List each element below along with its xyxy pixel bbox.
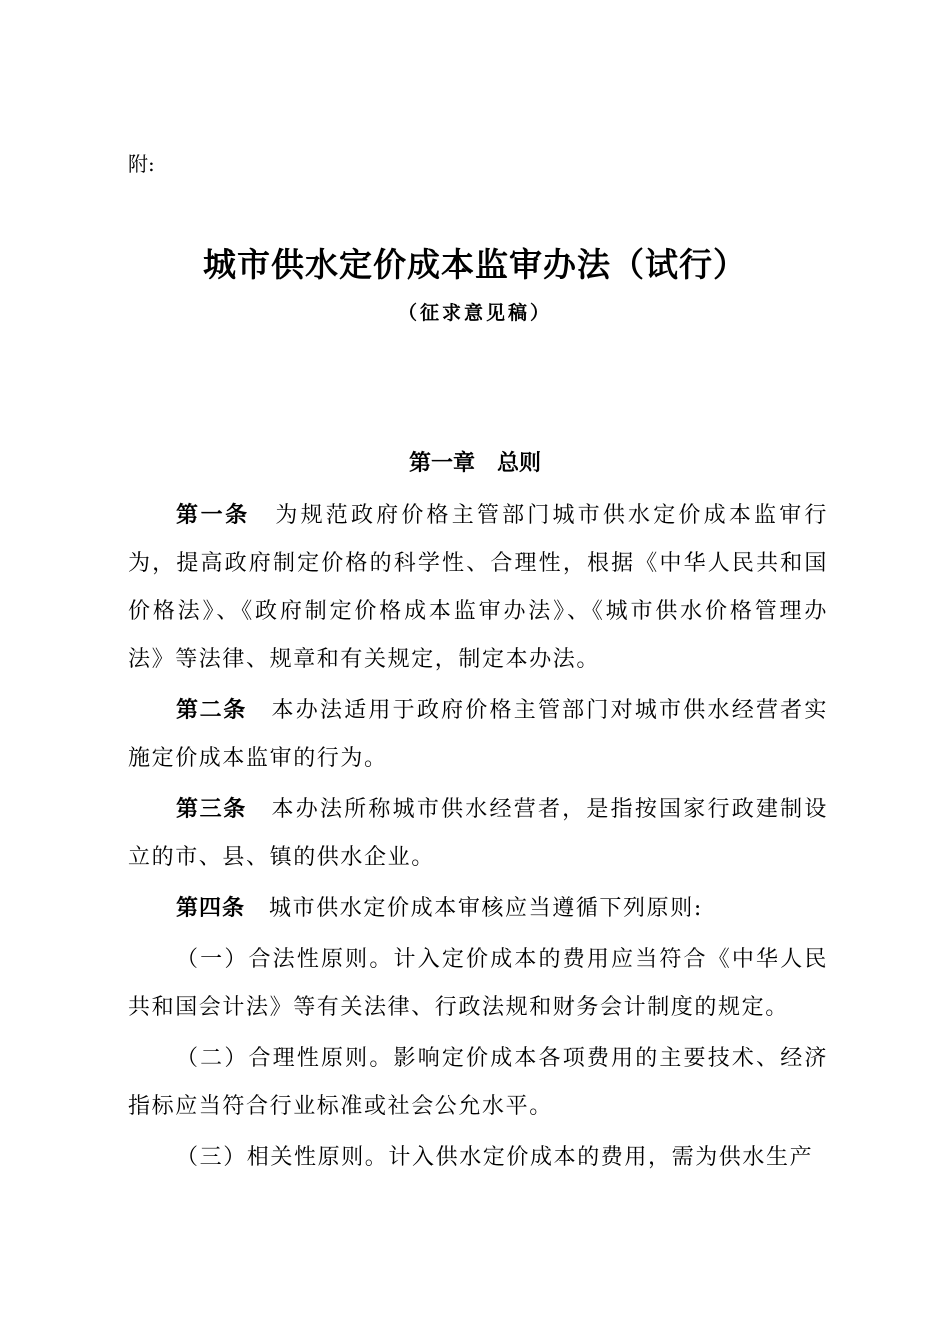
article-text: 本办法所称城市供水经营者，是指按国家行政建制设立的市、县、镇的供水企业。 bbox=[128, 797, 828, 870]
principle-1: （一）合法性原则。计入定价成本的费用应当符合《中华人民共和国会计法》等有关法律、行政法规和财务会计制度的规定。 bbox=[128, 947, 828, 1020]
article-number: 第一条 bbox=[176, 503, 250, 528]
article-2 bbox=[128, 687, 828, 783]
chapter-heading bbox=[0, 448, 950, 478]
document-subtitle: （征求意见稿） bbox=[397, 302, 552, 324]
principle-2: （二）合理性原则。影响定价成本各项费用的主要技术、经济指标应当符合行业标准或社会公允水平。 bbox=[128, 1046, 828, 1119]
article-text: 城市供水定价成本审核应当遵循下列原则: bbox=[269, 896, 703, 921]
document-body bbox=[128, 492, 828, 1185]
article-number: 第三条 bbox=[176, 797, 247, 822]
article-4 bbox=[128, 885, 828, 933]
chapter-name: 总则 bbox=[497, 450, 542, 476]
article-number: 第二条 bbox=[176, 698, 247, 723]
article-text: 为规范政府价格主管部门城市供水定价成本监审行为，提高政府制定价格的科学性、合理性，根据《中华人民共和国价格法》、《政府制定价格成本监审办法》、《城市供水价格管理办法》等法律、规章和有关规定，制定本办法。 bbox=[128, 503, 828, 672]
attachment-label: 附: bbox=[128, 152, 155, 176]
principle-3: （三）相关性原则。计入供水定价成本的费用，需为供水生产 bbox=[176, 1145, 814, 1170]
article-number: 第四条 bbox=[176, 896, 246, 921]
article-text: 本办法适用于政府价格主管部门对城市供水经营者实施定价成本监审的行为。 bbox=[128, 698, 828, 771]
article-1 bbox=[128, 492, 828, 684]
chapter-number: 第一章 bbox=[408, 450, 475, 476]
document-title: 城市供水定价成本监审办法（试行） bbox=[203, 245, 747, 284]
article-3 bbox=[128, 786, 828, 882]
